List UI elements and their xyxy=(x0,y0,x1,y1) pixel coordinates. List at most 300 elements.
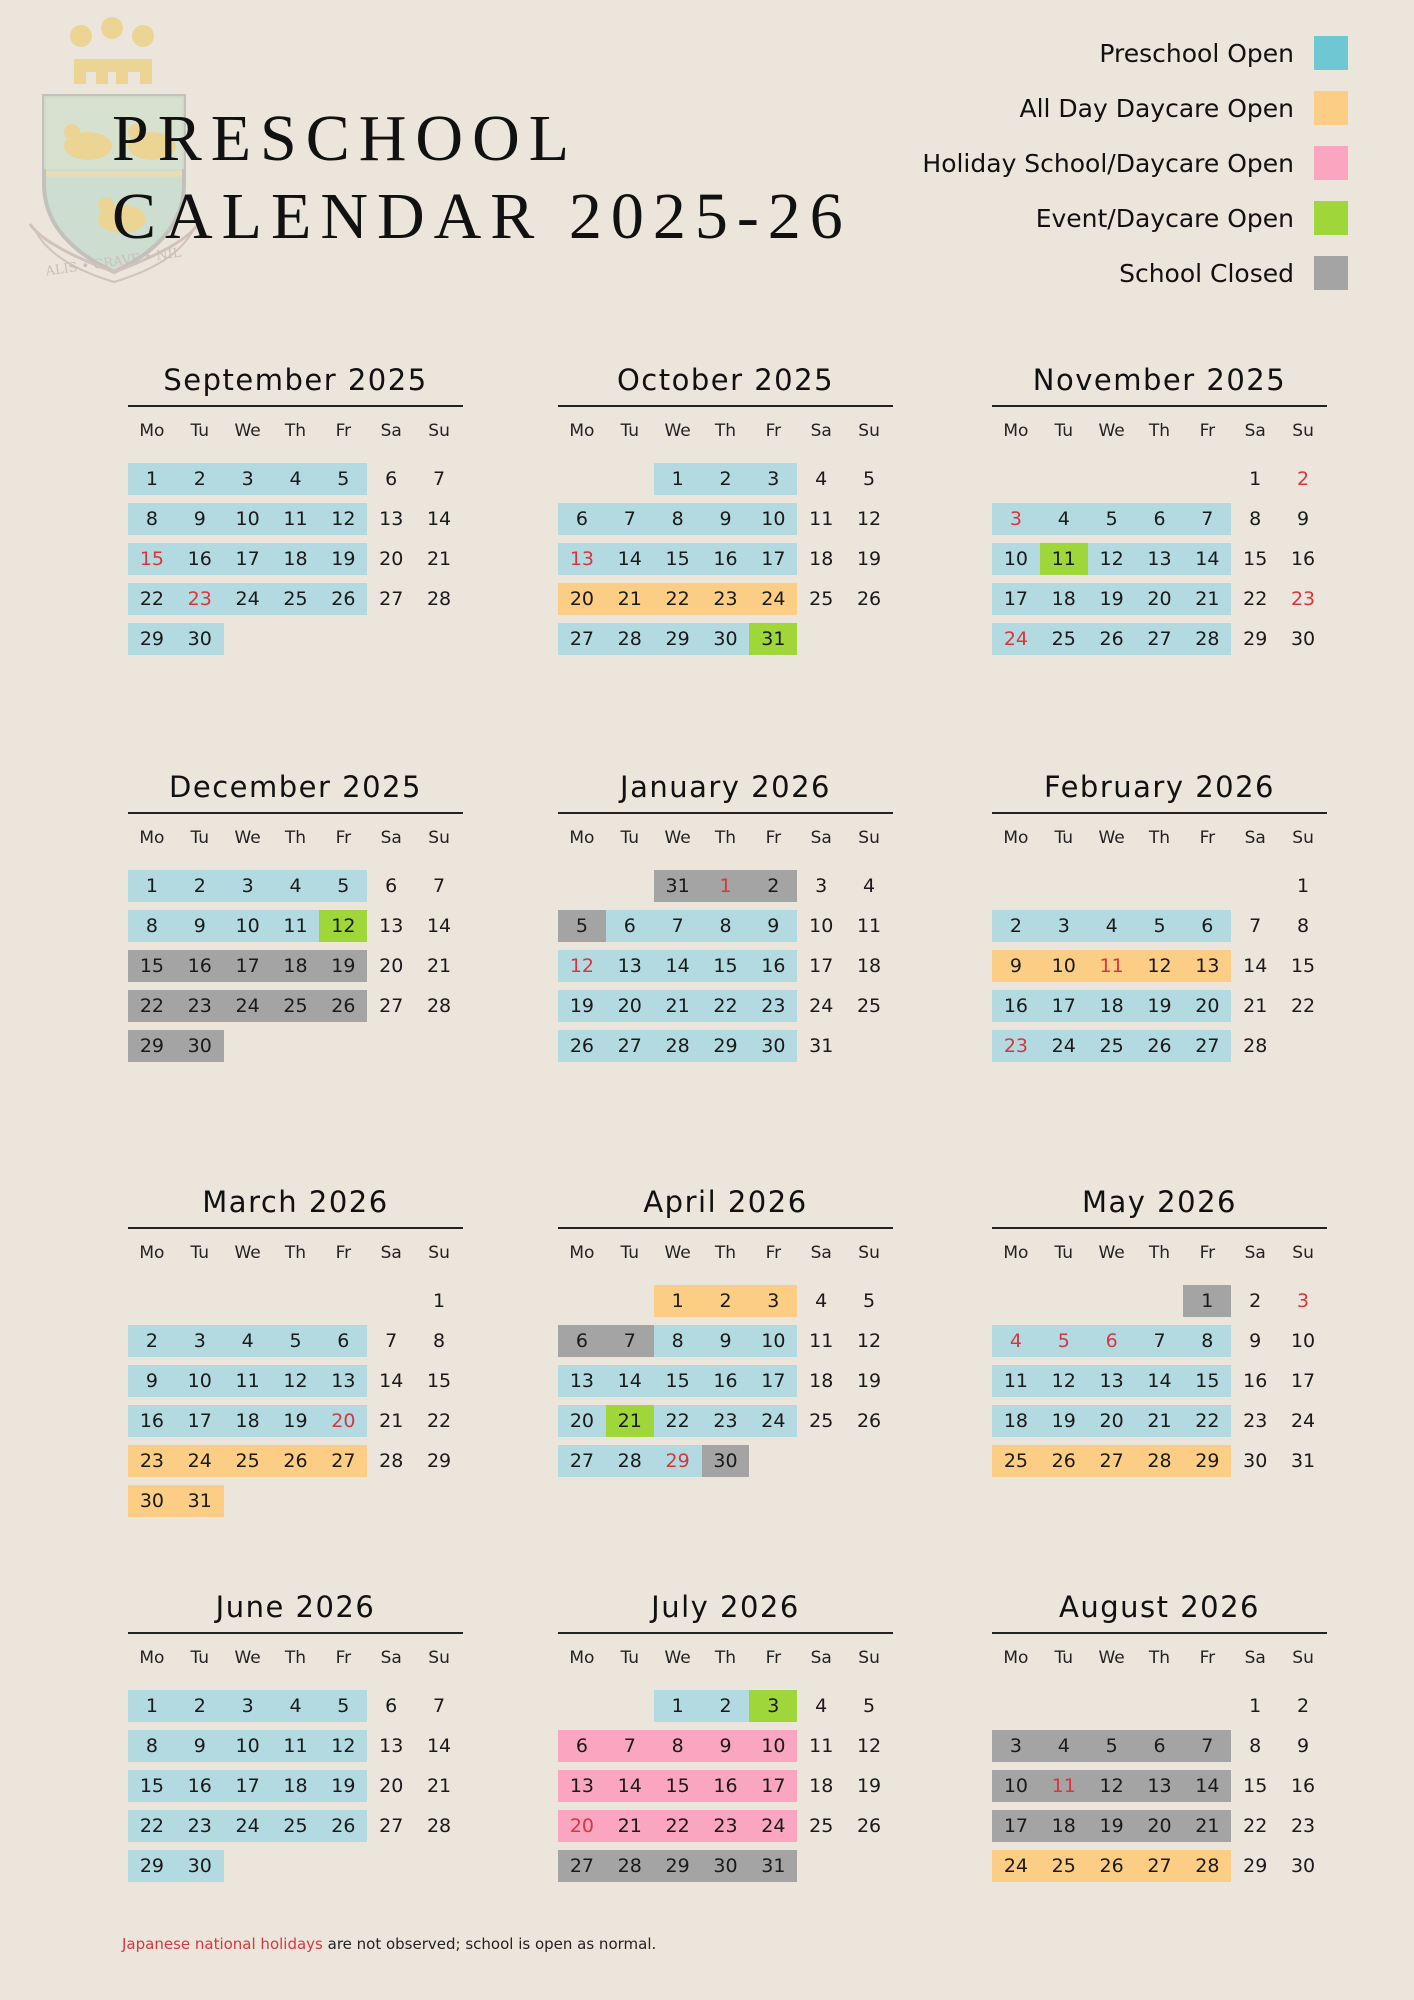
day-cell: 23 xyxy=(128,1445,176,1477)
weekday-label: Fr xyxy=(765,828,782,848)
day-cell: 4 xyxy=(863,875,876,897)
empty-day-cell xyxy=(1231,870,1279,902)
weekday-label: Tu xyxy=(1054,828,1074,848)
day-cell: 21 xyxy=(426,1775,452,1797)
week-row xyxy=(128,1445,463,1477)
week-row xyxy=(128,503,463,535)
day-cell: 11 xyxy=(272,1730,320,1762)
day-cell: 8 xyxy=(1249,508,1262,530)
day-cell: 11 xyxy=(809,1330,834,1352)
weekday-label: Th xyxy=(714,828,737,848)
legend-item xyxy=(922,256,1348,290)
day-cell: 11 xyxy=(272,910,320,942)
empty-day-cell xyxy=(797,1850,845,1882)
day-cell: 7 xyxy=(433,875,446,897)
day-cell: 22 xyxy=(654,583,702,615)
week-row xyxy=(992,1405,1327,1437)
day-cell: 8 xyxy=(1297,915,1310,937)
day-cell: 23 xyxy=(176,583,224,615)
day-cell: 14 xyxy=(606,1365,654,1397)
weekday-label: Sa xyxy=(380,421,402,441)
empty-day-cell xyxy=(606,463,654,495)
day-cell: 28 xyxy=(379,1450,404,1472)
day-cell: 14 xyxy=(606,543,654,575)
day-cell: 8 xyxy=(654,1730,702,1762)
empty-day-cell xyxy=(558,1285,606,1317)
week-row xyxy=(558,1030,893,1062)
day-cell: 6 xyxy=(385,875,398,897)
day-cell: 15 xyxy=(1183,1365,1231,1397)
day-cell: 14 xyxy=(654,950,702,982)
week-row xyxy=(992,1730,1327,1762)
day-cell: 12 xyxy=(1136,950,1184,982)
day-cell: 9 xyxy=(1249,1330,1262,1352)
empty-day-cell xyxy=(1183,463,1231,495)
day-cell: 2 xyxy=(176,463,224,495)
day-cell: 18 xyxy=(1040,1810,1088,1842)
week-row xyxy=(128,910,463,942)
empty-day-cell xyxy=(176,1285,224,1317)
day-cell: 21 xyxy=(606,583,654,615)
day-cell: 26 xyxy=(856,1410,882,1432)
day-cell: 25 xyxy=(809,588,834,610)
day-cell: 8 xyxy=(128,503,176,535)
empty-day-cell xyxy=(272,1030,320,1062)
month-title: October 2025 xyxy=(616,363,835,397)
month-calendar xyxy=(128,1182,463,1517)
day-cell: 12 xyxy=(272,1365,320,1397)
month-calendar xyxy=(558,767,893,1062)
day-cell: 29 xyxy=(1183,1445,1231,1477)
day-cell: 25 xyxy=(992,1445,1040,1477)
weekday-label: Fr xyxy=(1199,1243,1216,1263)
day-cell: 27 xyxy=(1183,1030,1231,1062)
day-cell: 28 xyxy=(426,995,452,1017)
day-cell: 31 xyxy=(654,870,702,902)
day-cell: 4 xyxy=(992,1325,1040,1357)
legend-swatch xyxy=(1314,256,1348,290)
day-cell: 4 xyxy=(224,1325,272,1357)
day-cell: 14 xyxy=(606,1770,654,1802)
weekday-header xyxy=(128,407,463,455)
week-row xyxy=(558,503,893,535)
empty-day-cell xyxy=(797,1445,845,1477)
month-title: December 2025 xyxy=(169,770,422,804)
day-cell: 4 xyxy=(1040,1730,1088,1762)
day-cell: 23 xyxy=(702,583,750,615)
week-row xyxy=(558,1690,893,1722)
day-cell: 21 xyxy=(606,1405,654,1437)
weekday-label: Mo xyxy=(139,828,165,848)
weekday-label: Th xyxy=(284,421,307,441)
empty-day-cell xyxy=(992,1285,1040,1317)
week-row xyxy=(558,1730,893,1762)
day-cell: 30 xyxy=(1243,1450,1268,1472)
day-cell: 4 xyxy=(1088,910,1136,942)
empty-day-cell xyxy=(1136,1690,1184,1722)
month-title: November 2025 xyxy=(1032,363,1287,397)
empty-day-cell xyxy=(319,623,367,655)
day-cell: 1 xyxy=(702,870,750,902)
week-row xyxy=(128,543,463,575)
day-cell: 12 xyxy=(319,910,367,942)
day-cell: 9 xyxy=(128,1365,176,1397)
day-cell: 29 xyxy=(1243,628,1268,650)
week-row xyxy=(992,1810,1327,1842)
empty-day-cell xyxy=(272,1850,320,1882)
day-cell: 6 xyxy=(558,503,606,535)
legend-swatch xyxy=(1314,91,1348,125)
empty-day-cell xyxy=(1183,1690,1231,1722)
day-cell: 6 xyxy=(385,1695,398,1717)
day-cell: 30 xyxy=(702,1445,750,1477)
day-cell: 2 xyxy=(176,870,224,902)
day-cell: 3 xyxy=(224,463,272,495)
week-row xyxy=(128,1690,463,1722)
empty-day-cell xyxy=(749,1445,797,1477)
week-row xyxy=(558,463,893,495)
day-cell: 6 xyxy=(606,910,654,942)
week-row xyxy=(558,990,893,1022)
weekday-label: Fr xyxy=(335,421,352,441)
day-cell: 1 xyxy=(1183,1285,1231,1317)
month-weeks xyxy=(992,463,1327,655)
day-cell: 14 xyxy=(1183,543,1231,575)
month-title: July 2026 xyxy=(651,1590,800,1624)
weekday-label: We xyxy=(234,1648,261,1668)
week-row xyxy=(128,1850,463,1882)
day-cell: 28 xyxy=(654,1030,702,1062)
empty-day-cell xyxy=(1088,1690,1136,1722)
day-cell: 7 xyxy=(606,503,654,535)
weekday-label: Sa xyxy=(810,828,832,848)
weekday-label: Su xyxy=(428,421,450,441)
week-row xyxy=(558,623,893,655)
weekday-label: Sa xyxy=(1244,1243,1266,1263)
weekday-label: Sa xyxy=(380,828,402,848)
day-cell: 18 xyxy=(1040,583,1088,615)
day-cell: 15 xyxy=(702,950,750,982)
day-cell: 24 xyxy=(749,1810,797,1842)
weekday-label: Mo xyxy=(139,421,165,441)
week-row xyxy=(992,463,1327,495)
weekday-label: Th xyxy=(1148,421,1171,441)
weekday-label: Tu xyxy=(190,1243,210,1263)
day-cell: 26 xyxy=(1040,1445,1088,1477)
day-cell: 7 xyxy=(433,468,446,490)
day-cell: 22 xyxy=(702,990,750,1022)
day-cell: 4 xyxy=(272,870,320,902)
day-cell: 27 xyxy=(1136,1850,1184,1882)
empty-day-cell xyxy=(224,1850,272,1882)
day-cell: 31 xyxy=(1290,1450,1316,1472)
day-cell: 26 xyxy=(319,583,367,615)
day-cell: 16 xyxy=(702,1770,750,1802)
weekday-label: Tu xyxy=(1054,1243,1074,1263)
day-cell: 13 xyxy=(1088,1365,1136,1397)
day-cell: 1 xyxy=(128,1690,176,1722)
day-cell: 19 xyxy=(856,1370,882,1392)
empty-day-cell xyxy=(415,1850,463,1882)
weekday-header xyxy=(558,1634,893,1682)
month-weeks xyxy=(128,870,463,1062)
week-row xyxy=(992,1365,1327,1397)
month-calendar xyxy=(558,1182,893,1477)
day-cell: 18 xyxy=(1088,990,1136,1022)
week-row xyxy=(128,1770,463,1802)
weekday-label: We xyxy=(1098,421,1125,441)
day-cell: 9 xyxy=(176,910,224,942)
legend-swatch xyxy=(1314,201,1348,235)
day-cell: 17 xyxy=(1040,990,1088,1022)
day-cell: 3 xyxy=(992,1730,1040,1762)
day-cell: 13 xyxy=(606,950,654,982)
weekday-label: We xyxy=(1098,1648,1125,1668)
footnote xyxy=(122,1935,656,1953)
weekday-label: Th xyxy=(284,1648,307,1668)
title-line-1: PRESCHOOL xyxy=(112,102,579,175)
day-cell: 3 xyxy=(224,1690,272,1722)
day-cell: 20 xyxy=(379,955,404,977)
empty-day-cell xyxy=(1088,463,1136,495)
month-weeks xyxy=(128,463,463,655)
weekday-label: Th xyxy=(714,1243,737,1263)
weekday-label: Mo xyxy=(569,1243,595,1263)
day-cell: 24 xyxy=(992,1850,1040,1882)
weekday-label: Su xyxy=(1292,828,1314,848)
empty-day-cell xyxy=(224,1285,272,1317)
week-row xyxy=(992,1030,1327,1062)
day-cell: 7 xyxy=(433,1695,446,1717)
month-calendar xyxy=(992,1587,1327,1882)
day-cell: 30 xyxy=(1290,1855,1316,1877)
day-cell: 12 xyxy=(319,1730,367,1762)
day-cell: 8 xyxy=(1183,1325,1231,1357)
day-cell: 1 xyxy=(433,1290,446,1312)
day-cell: 17 xyxy=(749,1770,797,1802)
day-cell: 28 xyxy=(426,1815,452,1837)
day-cell: 19 xyxy=(319,543,367,575)
empty-day-cell xyxy=(1040,870,1088,902)
empty-day-cell xyxy=(992,463,1040,495)
weekday-label: Mo xyxy=(1003,1648,1029,1668)
day-cell: 19 xyxy=(856,1775,882,1797)
day-cell: 13 xyxy=(1136,543,1184,575)
empty-day-cell xyxy=(1040,1285,1088,1317)
empty-day-cell xyxy=(845,1030,893,1062)
day-cell: 17 xyxy=(749,543,797,575)
day-cell: 25 xyxy=(1040,623,1088,655)
day-cell: 16 xyxy=(992,990,1040,1022)
day-cell: 2 xyxy=(1297,1695,1310,1717)
weekday-header xyxy=(558,407,893,455)
day-cell: 26 xyxy=(272,1445,320,1477)
legend-item xyxy=(922,146,1348,180)
day-cell: 25 xyxy=(1040,1850,1088,1882)
day-cell: 3 xyxy=(749,463,797,495)
day-cell: 10 xyxy=(992,1770,1040,1802)
day-cell: 8 xyxy=(128,910,176,942)
day-cell: 16 xyxy=(176,950,224,982)
empty-day-cell xyxy=(272,623,320,655)
day-cell: 7 xyxy=(1136,1325,1184,1357)
day-cell: 27 xyxy=(558,1850,606,1882)
month-weeks xyxy=(992,1690,1327,1882)
day-cell: 22 xyxy=(1290,995,1316,1017)
day-cell: 6 xyxy=(385,468,398,490)
weekday-label: Tu xyxy=(620,828,640,848)
empty-day-cell xyxy=(1040,463,1088,495)
day-cell: 11 xyxy=(272,503,320,535)
week-row xyxy=(992,1690,1327,1722)
empty-day-cell xyxy=(128,1285,176,1317)
empty-day-cell xyxy=(845,623,893,655)
day-cell: 9 xyxy=(176,503,224,535)
day-cell: 22 xyxy=(128,990,176,1022)
day-cell: 8 xyxy=(1249,1735,1262,1757)
day-cell: 12 xyxy=(1088,1770,1136,1802)
weekday-label: Fr xyxy=(1199,828,1216,848)
day-cell: 7 xyxy=(606,1730,654,1762)
day-cell: 5 xyxy=(1040,1325,1088,1357)
day-cell: 2 xyxy=(749,870,797,902)
week-row xyxy=(558,1285,893,1317)
month-title: August 2026 xyxy=(1058,1590,1260,1624)
day-cell: 1 xyxy=(1297,875,1310,897)
month-title: February 2026 xyxy=(1043,770,1276,804)
day-cell: 21 xyxy=(426,955,452,977)
day-cell: 3 xyxy=(224,870,272,902)
weekday-label: Mo xyxy=(569,421,595,441)
day-cell: 26 xyxy=(1136,1030,1184,1062)
weekday-label: Tu xyxy=(190,828,210,848)
day-cell: 20 xyxy=(558,1405,606,1437)
empty-day-cell xyxy=(272,1485,320,1517)
week-row xyxy=(128,463,463,495)
day-cell: 21 xyxy=(426,548,452,570)
day-cell: 15 xyxy=(128,950,176,982)
month-title: September 2025 xyxy=(163,363,428,397)
empty-day-cell xyxy=(272,1285,320,1317)
day-cell: 13 xyxy=(558,1365,606,1397)
day-cell: 6 xyxy=(1088,1325,1136,1357)
week-row xyxy=(992,543,1327,575)
weekday-label: Sa xyxy=(380,1648,402,1668)
day-cell: 6 xyxy=(558,1730,606,1762)
day-cell: 30 xyxy=(702,1850,750,1882)
weekday-label: Th xyxy=(1148,1648,1171,1668)
weekday-label: Fr xyxy=(335,1243,352,1263)
footnote-highlight: Japanese national holidays xyxy=(122,1935,323,1953)
day-cell: 4 xyxy=(272,463,320,495)
month-calendar xyxy=(128,767,463,1062)
weekday-header xyxy=(992,1634,1327,1682)
day-cell: 10 xyxy=(224,910,272,942)
month-title: January 2026 xyxy=(620,770,831,804)
week-row xyxy=(128,1325,463,1357)
day-cell: 25 xyxy=(809,1815,834,1837)
week-row xyxy=(128,990,463,1022)
empty-day-cell xyxy=(797,623,845,655)
day-cell: 25 xyxy=(809,1410,834,1432)
day-cell: 31 xyxy=(809,1035,834,1057)
empty-day-cell xyxy=(992,870,1040,902)
empty-day-cell xyxy=(367,1285,415,1317)
day-cell: 27 xyxy=(558,1445,606,1477)
week-row xyxy=(992,990,1327,1022)
weekday-label: Th xyxy=(284,1243,307,1263)
day-cell: 8 xyxy=(702,910,750,942)
day-cell: 19 xyxy=(1088,1810,1136,1842)
day-cell: 20 xyxy=(558,583,606,615)
day-cell: 12 xyxy=(1040,1365,1088,1397)
day-cell: 25 xyxy=(272,1810,320,1842)
day-cell: 20 xyxy=(606,990,654,1022)
day-cell: 11 xyxy=(1088,950,1136,982)
month-weeks xyxy=(128,1285,463,1517)
weekday-label: We xyxy=(664,1243,691,1263)
day-cell: 18 xyxy=(856,955,882,977)
week-row xyxy=(992,503,1327,535)
week-row xyxy=(128,583,463,615)
legend-label: Holiday School/Daycare Open xyxy=(922,148,1294,178)
day-cell: 23 xyxy=(702,1810,750,1842)
day-cell: 22 xyxy=(654,1405,702,1437)
day-cell: 30 xyxy=(176,1850,224,1882)
week-row xyxy=(128,623,463,655)
week-row xyxy=(992,1445,1327,1477)
day-cell: 28 xyxy=(1183,1850,1231,1882)
day-cell: 24 xyxy=(224,990,272,1022)
empty-day-cell xyxy=(415,1030,463,1062)
weekday-label: We xyxy=(1098,828,1125,848)
day-cell: 30 xyxy=(749,1030,797,1062)
footnote-text: are not observed; school is open as normal. xyxy=(322,1935,657,1953)
week-row xyxy=(558,583,893,615)
day-cell: 15 xyxy=(128,543,176,575)
day-cell: 20 xyxy=(379,548,404,570)
day-cell: 10 xyxy=(176,1365,224,1397)
day-cell: 25 xyxy=(856,995,882,1017)
empty-day-cell xyxy=(367,1030,415,1062)
week-row xyxy=(128,1810,463,1842)
day-cell: 17 xyxy=(749,1365,797,1397)
weekday-header xyxy=(128,814,463,862)
weekday-label: Sa xyxy=(1244,828,1266,848)
day-cell: 19 xyxy=(856,548,882,570)
day-cell: 28 xyxy=(1243,1035,1268,1057)
day-cell: 25 xyxy=(272,583,320,615)
day-cell: 8 xyxy=(128,1730,176,1762)
day-cell: 22 xyxy=(1243,1815,1268,1837)
day-cell: 1 xyxy=(1249,1695,1262,1717)
legend xyxy=(922,36,1348,311)
day-cell: 27 xyxy=(319,1445,367,1477)
day-cell: 4 xyxy=(815,1290,828,1312)
day-cell: 15 xyxy=(1290,955,1316,977)
empty-day-cell xyxy=(319,1285,367,1317)
day-cell: 1 xyxy=(128,463,176,495)
day-cell: 16 xyxy=(1290,548,1316,570)
day-cell: 19 xyxy=(272,1405,320,1437)
month-calendar xyxy=(992,767,1327,1062)
day-cell: 25 xyxy=(272,990,320,1022)
day-cell: 22 xyxy=(1183,1405,1231,1437)
day-cell: 18 xyxy=(272,1770,320,1802)
day-cell: 28 xyxy=(606,623,654,655)
day-cell: 31 xyxy=(749,623,797,655)
day-cell: 2 xyxy=(1297,468,1310,490)
